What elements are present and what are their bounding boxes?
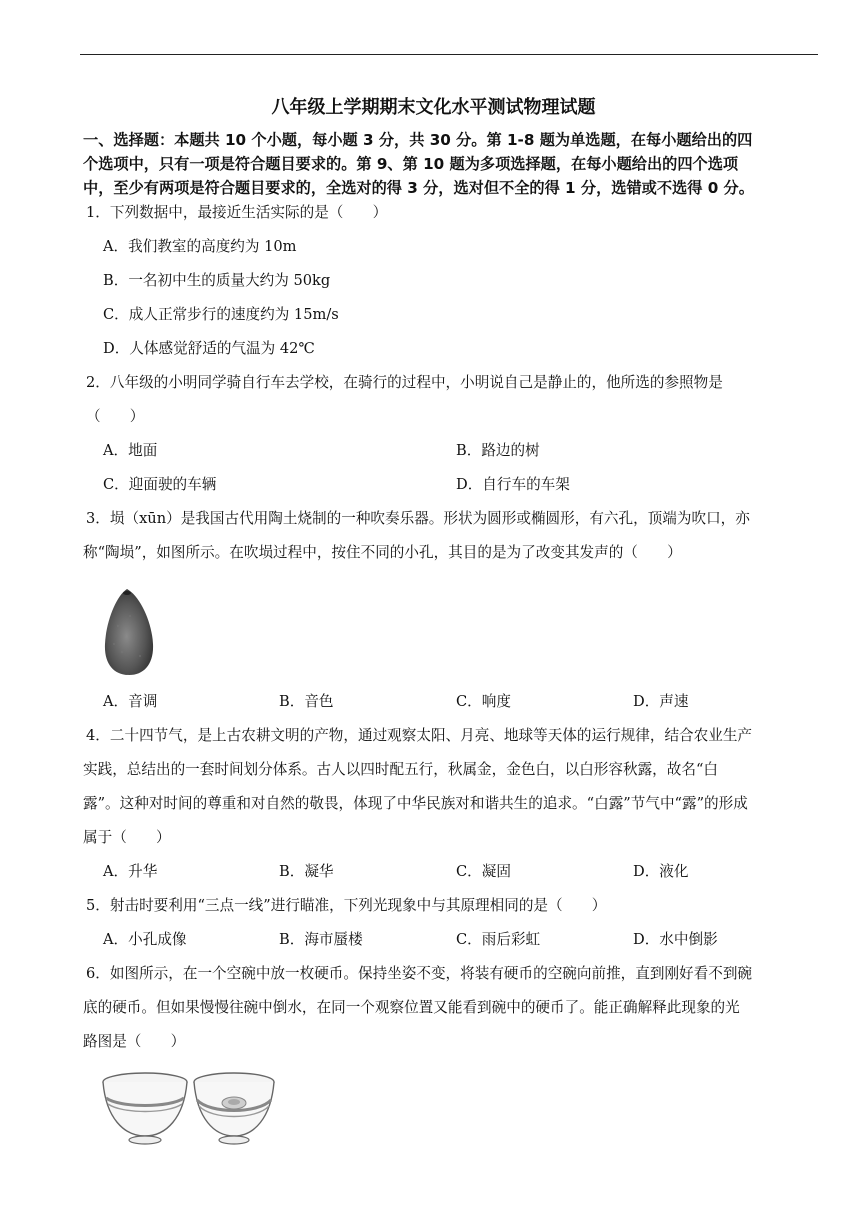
- section-line: 中，至少有两项是符合题目要求的，全选对的得 3 分，选对但不全的得 1 分，选错或不选得 0 分。: [83, 179, 754, 197]
- section-instructions: [83, 128, 823, 200]
- q5-option-a: A．小孔成像: [103, 931, 187, 948]
- q5-option-c: C．雨后彩虹: [456, 931, 541, 948]
- q2-option-b: B．路边的树: [456, 442, 540, 459]
- page-title: 八年级上学期期末文化水平测试物理试题: [271, 97, 596, 118]
- q4-stem-line: 实践，总结出的一套时间划分体系。古人以四时配五行，秋属金，金色白，以白形容秋露，故名“白: [83, 761, 718, 778]
- q6-stem-line: 6．如图所示，在一个空碗中放一枚硬币。保持坐姿不变，将装有硬币的空碗向前推，直到刚好看不到碗: [86, 965, 753, 982]
- q2-option-d: D．自行车的车架: [456, 476, 570, 493]
- q4-stem-line: 属于（ ）: [83, 829, 171, 846]
- q3-option-b: B．音色: [279, 693, 334, 710]
- q1-option-d: D．人体感觉舒适的气温为 42℃: [103, 340, 315, 357]
- q5-option-b: B．海市蜃楼: [279, 931, 363, 948]
- bowls-with-coin-icon: [100, 1070, 280, 1150]
- q2-stem-line: （ ）: [86, 408, 145, 425]
- q1-option-c: C．成人正常步行的速度约为 15m/s: [103, 306, 339, 323]
- q2-option-a: A．地面: [103, 442, 158, 459]
- q1-option-b: B．一名初中生的质量大约为 50kg: [103, 272, 331, 289]
- q4-option-b: B．凝华: [279, 863, 334, 880]
- q2-stem-line: 2．八年级的小明同学骑自行车去学校，在骑行的过程中，小明说自己是静止的，他所选的参照物是: [86, 374, 723, 391]
- q5-option-d: D．水中倒影: [633, 931, 718, 948]
- q3-option-d: D．声速: [633, 693, 689, 710]
- q2-option-c: C．迎面驶的车辆: [103, 476, 217, 493]
- section-line: 个选项中，只有一项是符合题目要求的。第 9、第 10 题为多项选择题，在每小题给出的四个选项: [83, 155, 739, 173]
- header-rule: [80, 54, 818, 55]
- q1-option-a: A．我们教室的高度约为 10m: [103, 238, 297, 255]
- section-line: 一、选择题：本题共 10 个小题，每小题 3 分，共 30 分。第 1-8 题为单选题，在每小题给出的四: [83, 131, 753, 149]
- xun-ocarina-icon: [100, 586, 158, 678]
- q4-option-c: C．凝固: [456, 863, 511, 880]
- q3-option-c: C．响度: [456, 693, 511, 710]
- q4-stem-line: 4．二十四节气，是上古农耕文明的产物，通过观察太阳、月亮、地球等天体的运行规律，结合农业生产: [86, 727, 753, 744]
- q4-option-a: A．升华: [103, 863, 158, 880]
- q3-stem-line: 3．埙（xūn）是我国古代用陶土烧制的一种吹奏乐器。形状为圆形或椭圆形，有六孔，顶端为吹口，亦: [86, 510, 750, 527]
- q4-option-d: D．液化: [633, 863, 689, 880]
- q4-stem-line: 露”。这种对时间的尊重和对自然的敬畏，体现了中华民族对和谐共生的追求。“白露”节气中“露”的形成: [83, 795, 748, 812]
- q5-stem: 5．射击时要利用“三点一线”进行瞄准，下列光现象中与其原理相同的是（ ）: [86, 897, 607, 914]
- q6-stem-line: 底的硬币。但如果慢慢往碗中倒水，在同一个观察位置又能看到碗中的硬币了。能正确解释此现象的光: [83, 999, 740, 1016]
- q6-stem-line: 路图是（ ）: [83, 1033, 186, 1050]
- q3-stem-line: 称“陶埙”，如图所示。在吹埙过程中，按住不同的小孔，其目的是为了改变其发声的（ ）: [83, 544, 682, 561]
- q3-option-a: A．音调: [103, 693, 158, 710]
- q1-stem: 1．下列数据中，最接近生活实际的是（ ）: [86, 204, 388, 221]
